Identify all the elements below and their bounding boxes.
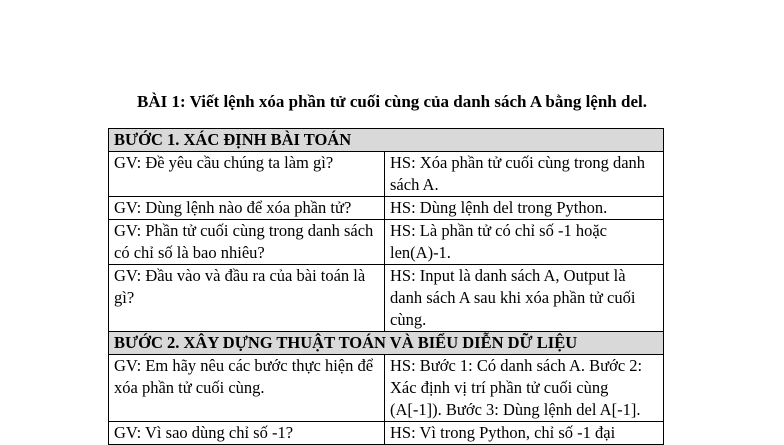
student-answer: HS: Dùng lệnh del trong Python. bbox=[385, 197, 664, 220]
step-1-heading: BƯỚC 1. XÁC ĐỊNH BÀI TOÁN bbox=[109, 129, 664, 152]
teacher-question: GV: Em hãy nêu các bước thực hiện để xóa phần tử cuối cùng. bbox=[109, 355, 385, 422]
table-row bbox=[109, 220, 664, 265]
table-row bbox=[109, 355, 664, 422]
student-answer: HS: Là phần tử có chỉ số -1 hoặc len(A)-1. bbox=[385, 220, 664, 265]
teacher-question: GV: Đầu vào và đầu ra của bài toán là gì? bbox=[109, 265, 385, 332]
table-row bbox=[109, 197, 664, 220]
step-heading-row bbox=[109, 332, 664, 355]
page-title: BÀI 1: Viết lệnh xóa phần tử cuối cùng của danh sách A bằng lệnh del. bbox=[137, 92, 647, 111]
student-answer: HS: Input là danh sách A, Output là danh sách A sau khi xóa phần tử cuối cùng. bbox=[385, 265, 664, 332]
teacher-question: GV: Phần tử cuối cùng trong danh sách có chỉ số là bao nhiêu? bbox=[109, 220, 385, 265]
student-answer: HS: Vì trong Python, chỉ số -1 đại bbox=[385, 422, 664, 445]
step-2-heading: BƯỚC 2. XÂY DỰNG THUẬT TOÁN VÀ BIỂU DIỄN DỮ LIỆU bbox=[109, 332, 664, 355]
student-answer: HS: Bước 1: Có danh sách A. Bước 2: Xác định vị trí phần tử cuối cùng (A[-1]). Bước 3: Dùng lệnh del A[-1]. bbox=[385, 355, 664, 422]
step-heading-row bbox=[109, 129, 664, 152]
teacher-question: GV: Dùng lệnh nào để xóa phần tử? bbox=[109, 197, 385, 220]
teacher-question: GV: Vì sao dùng chỉ số -1? bbox=[109, 422, 385, 445]
student-answer: HS: Xóa phần tử cuối cùng trong danh sách A. bbox=[385, 152, 664, 197]
table-row bbox=[109, 422, 664, 445]
table-row bbox=[109, 265, 664, 332]
qa-worksheet-table bbox=[108, 128, 664, 445]
table-row bbox=[109, 152, 664, 197]
teacher-question: GV: Đề yêu cầu chúng ta làm gì? bbox=[109, 152, 385, 197]
